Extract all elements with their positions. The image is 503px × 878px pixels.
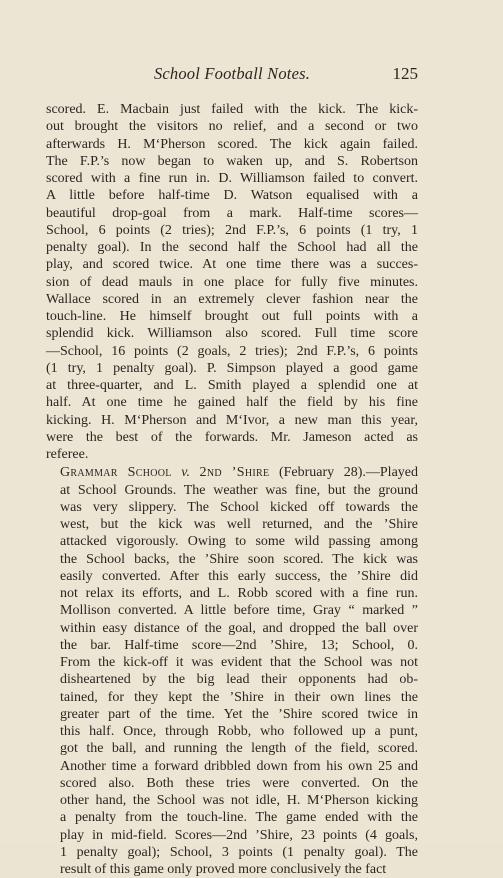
text-line: within easy distance of the goal, and dropped the ball over xyxy=(60,620,418,636)
match-heading-team-1: Grammar School xyxy=(60,465,172,481)
text-line: referee. xyxy=(46,447,89,462)
text-line: west, but the kick was well returned, and the ’Shire xyxy=(60,517,418,532)
text-line: were the best of the forwards. Mr. Jameson acted as xyxy=(46,429,418,445)
match-heading-versus: v. xyxy=(171,465,200,481)
text-line: disheartened by the big lead their opponents had ob- xyxy=(60,672,418,688)
text-line: A little before half-time D. Watson equalised with a xyxy=(46,188,418,204)
text-line xyxy=(46,464,418,481)
text-line: result of this game only proved more conclusively the fact xyxy=(60,862,387,877)
text-line: afterwards H. M‘Pherson scored. The kick again failed. xyxy=(46,136,418,152)
text-line: tained, for they kept the ’Shire in their own lines the xyxy=(60,689,418,705)
text-line: scored with a fine run in. D. Williamson failed to convert. xyxy=(46,171,418,186)
text-line: attacked vigorously. Owing to some wild passing among xyxy=(60,534,418,550)
text-line: other hand, the School was not idle, H. M‘Pherson kicking xyxy=(60,793,418,808)
text-line: kicking. H. M‘Pherson and M‘Ivor, a new man this year, xyxy=(46,412,418,428)
match-heading-date: (February 28).—Played xyxy=(269,465,418,481)
text-line: touch-line. He himself brought out full points with a xyxy=(46,309,418,324)
text-line: at School Grounds. The weather was fine, but the ground xyxy=(60,482,418,498)
text-line: penalty goal). In the second half the School had all the xyxy=(46,240,418,255)
paragraph-match-report-shire xyxy=(46,464,418,878)
text-line: half. At one time he gained half the field by his fine xyxy=(46,395,418,411)
text-line: not relax its efforts, and L. Robb scored with a fine run. xyxy=(60,586,418,601)
text-line: Wallace scored in an extremely clever fashion near the xyxy=(46,291,418,307)
text-line: The F.P.’s now began to waken up, and S. Robertson xyxy=(46,153,418,169)
text-line: this half. Once, through Robb, who followed up a punt, xyxy=(60,724,418,739)
page-header xyxy=(46,64,418,86)
page-number: 125 xyxy=(392,64,418,83)
body-text xyxy=(46,101,418,878)
running-head: School Football Notes. xyxy=(153,64,311,83)
text-line: (1 try, 1 penalty goal). P. Simpson played a good game xyxy=(46,360,418,376)
text-line: scored. E. Macbain just failed with the kick. The kick- xyxy=(46,102,418,117)
text-line: Mollison converted. A little before time, Gray “ marked ” xyxy=(60,603,418,619)
text-line: School, 6 points (2 tries); 2nd F.P.’s, 6 points (1 try, 1 xyxy=(46,222,418,238)
text-line: sion of dead mauls in one place for fully five minutes. xyxy=(46,274,418,290)
paragraph-match-report-fp xyxy=(46,101,418,463)
text-line: the bar. Half-time score—2nd ’Shire, 13; School, 0. xyxy=(60,637,418,653)
text-line: scored also. Both these tries were converted. On the xyxy=(60,775,418,791)
text-line: got the ball, and running the length of the field, scored. xyxy=(60,741,418,757)
text-line: was very slippery. The School kicked off towards the xyxy=(60,499,418,515)
text-line: out brought the visitors no relief, and a second or two xyxy=(46,119,418,135)
text-line: the School backs, the ’Shire soon scored. The kick was xyxy=(60,551,418,567)
text-line: greater part of the time. Yet the ’Shire scored twice in xyxy=(60,706,418,722)
text-line: at three-quarter, and L. Smith played a splendid one at xyxy=(46,378,418,393)
text-line: 1 penalty goal); School, 3 points (1 penalty goal). The xyxy=(60,844,418,860)
text-line: play, and scored twice. At one time there was a succes- xyxy=(46,257,418,273)
text-line: a penalty from the touch-line. The game ended with the xyxy=(60,810,418,826)
match-heading-team-2: 2nd ’Shire xyxy=(199,465,270,481)
text-line: splendid kick. Williamson also scored. Full time score xyxy=(46,326,418,342)
text-line: From the kick-off it was evident that the School was not xyxy=(60,655,418,670)
text-line: beautiful drop-goal from a mark. Half-time scores— xyxy=(46,205,418,221)
text-line: —School, 16 points (2 goals, 2 tries); 2nd F.P.’s, 6 points xyxy=(46,343,418,359)
text-line: easily converted. After this early success, the ’Shire did xyxy=(60,568,418,584)
text-line: Another time a forward dribbled down from his own 25 and xyxy=(60,758,418,774)
text-line: play in mid-field. Scores—2nd ’Shire, 23 points (4 goals, xyxy=(60,827,418,843)
